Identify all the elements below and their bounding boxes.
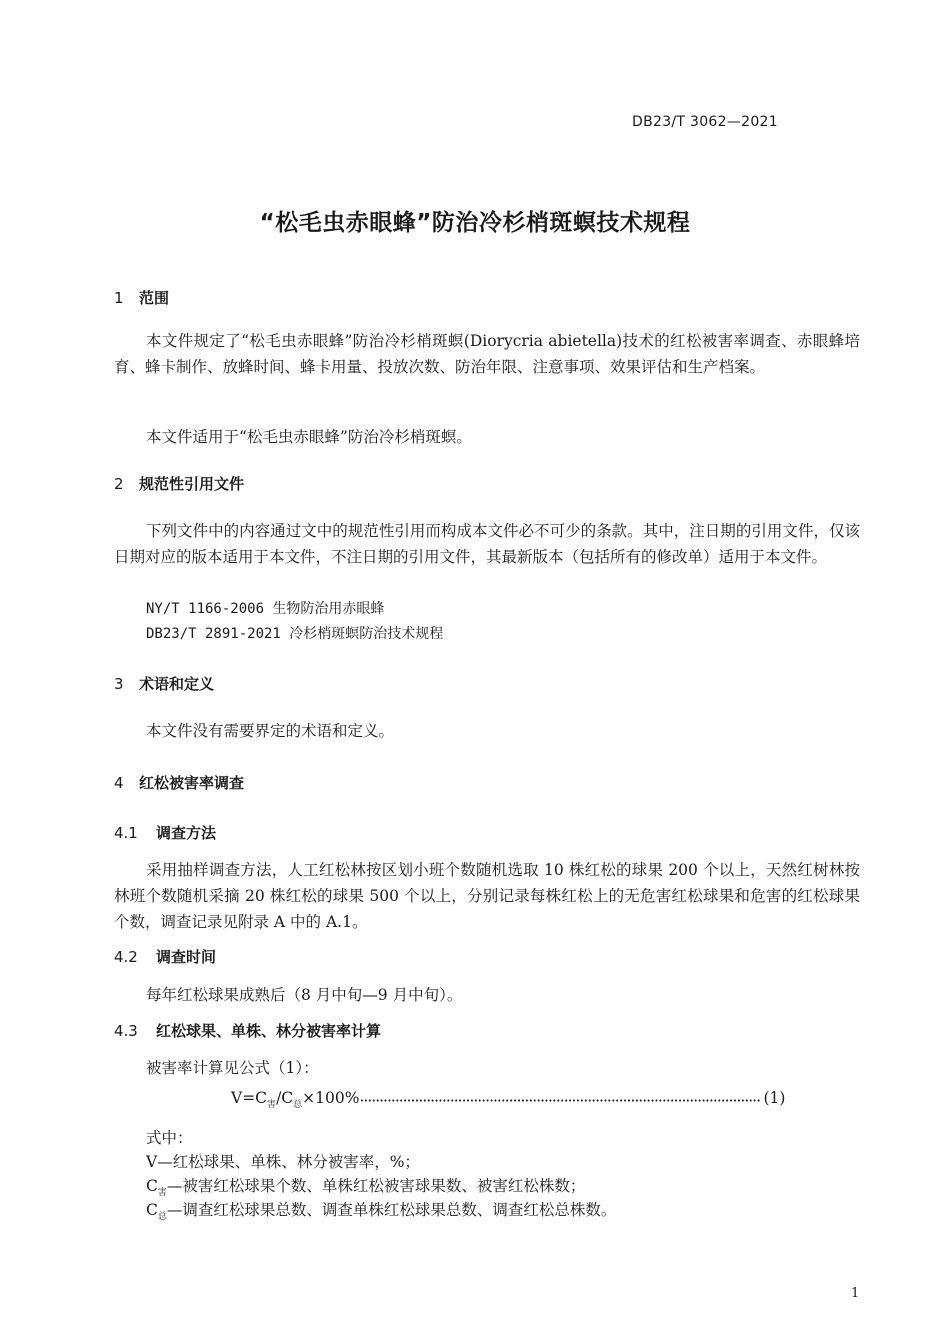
- reference-item: DB23/T 2891-2021 冷杉梢斑螟防治技术规程: [146, 626, 444, 642]
- section-2-heading: [114, 473, 244, 494]
- section-number: 2: [114, 475, 124, 493]
- definition-v: V—红松球果、单株、林分被害率，%；: [146, 1153, 420, 1171]
- document-code: DB23/T 3062—2021: [632, 114, 778, 130]
- section-title: 红松被害率调查: [139, 774, 245, 792]
- formula-label: (1): [763, 1089, 786, 1107]
- symbol-subscript: 害: [157, 1188, 167, 1199]
- subsection-title: 红松球果、单株、林分被害率计算: [156, 1022, 382, 1040]
- formula-subscript: 害: [267, 1100, 277, 1111]
- page-title: “松毛虫赤眼蜂”防治冷杉梢斑螟技术规程: [259, 210, 691, 236]
- definition-text: —调查红松球果总数、调查单株红松球果总数、调查红松总株数。: [166, 1201, 617, 1219]
- normative-references-paragraph: 下列文件中的内容通过文中的规范性引用而构成本文件必不可少的条款。其中，注日期的引用文件，仅该日期对应的版本适用于本文件，不注日期的引用文件，其最新版本（包括所有的修改单）适用于本文件。: [114, 522, 860, 566]
- subsection-number: 4.1: [114, 824, 138, 842]
- terms-paragraph: 本文件没有需要界定的术语和定义。: [146, 722, 395, 740]
- scope-paragraph: 本文件规定了“松毛虫赤眼蜂”防治冷杉梢斑螟(Diorycria abietella)技术的红松被害率调查、赤眼蜂培育、蜂卡制作、放蜂时间、蜂卡用量、投放次数、防治年限、注意事项、效果评估和生产档案。: [114, 332, 860, 376]
- section-number: 1: [114, 289, 124, 307]
- formula-1: [231, 1089, 785, 1110]
- subsection-4-3-heading: [114, 1020, 381, 1041]
- subsection-4-1-heading: [114, 822, 216, 843]
- subsection-title: 调查方法: [156, 824, 217, 842]
- symbol-subscript: 总: [157, 1212, 167, 1223]
- symbol: C: [146, 1177, 158, 1195]
- formula-subscript: 总: [293, 1100, 303, 1111]
- survey-time-paragraph: 每年红松球果成熟后（8 月中旬—9 月中旬）。: [146, 986, 463, 1004]
- page-number: 1: [851, 1286, 860, 1301]
- reference-item: NY/T 1166-2006 生物防治用赤眼蜂: [146, 601, 385, 617]
- subsection-4-2-heading: [114, 946, 216, 967]
- definition-text: —被害红松球果个数、单株红松被害球果数、被害红松株数；: [166, 1177, 586, 1195]
- formula-leader-dots: ······································································································: [359, 1092, 761, 1111]
- section-number: 3: [114, 675, 124, 693]
- subsection-title: 调查时间: [156, 948, 217, 966]
- definition-c-total: [146, 1198, 616, 1222]
- symbol: C: [146, 1201, 158, 1219]
- section-number: 4: [114, 774, 124, 792]
- formula-intro: 被害率计算见公式（1）：: [146, 1059, 319, 1077]
- section-4-heading: [114, 772, 244, 793]
- formula-expression: V=C: [231, 1089, 268, 1107]
- subsection-number: 4.3: [114, 1022, 138, 1040]
- section-title: 术语和定义: [139, 675, 215, 693]
- scope-applicability-paragraph: 本文件适用于“松毛虫赤眼蜂”防治冷杉梢斑螟。: [146, 428, 472, 446]
- formula-expression: ×100%: [302, 1089, 360, 1107]
- section-1-heading: [114, 287, 169, 308]
- where-label: 式中：: [146, 1129, 193, 1147]
- survey-method-paragraph: 采用抽样调查方法，人工红松林按区划小班个数随机选取 10 株红松的球果 200 个以上，天然红树林按林班个数随机采摘 20 株红松的球果 500 个以上，分别记录每株红松上的无危害红松球果和危害的红松球果个数，调查记录见附录 A 中的 A.1。: [114, 861, 860, 931]
- section-title: 范围: [139, 289, 170, 307]
- section-3-heading: [114, 673, 214, 694]
- section-title: 规范性引用文件: [139, 475, 245, 493]
- definition-c-damaged: [146, 1174, 585, 1198]
- subsection-number: 4.2: [114, 948, 138, 966]
- formula-expression: /C: [276, 1089, 294, 1107]
